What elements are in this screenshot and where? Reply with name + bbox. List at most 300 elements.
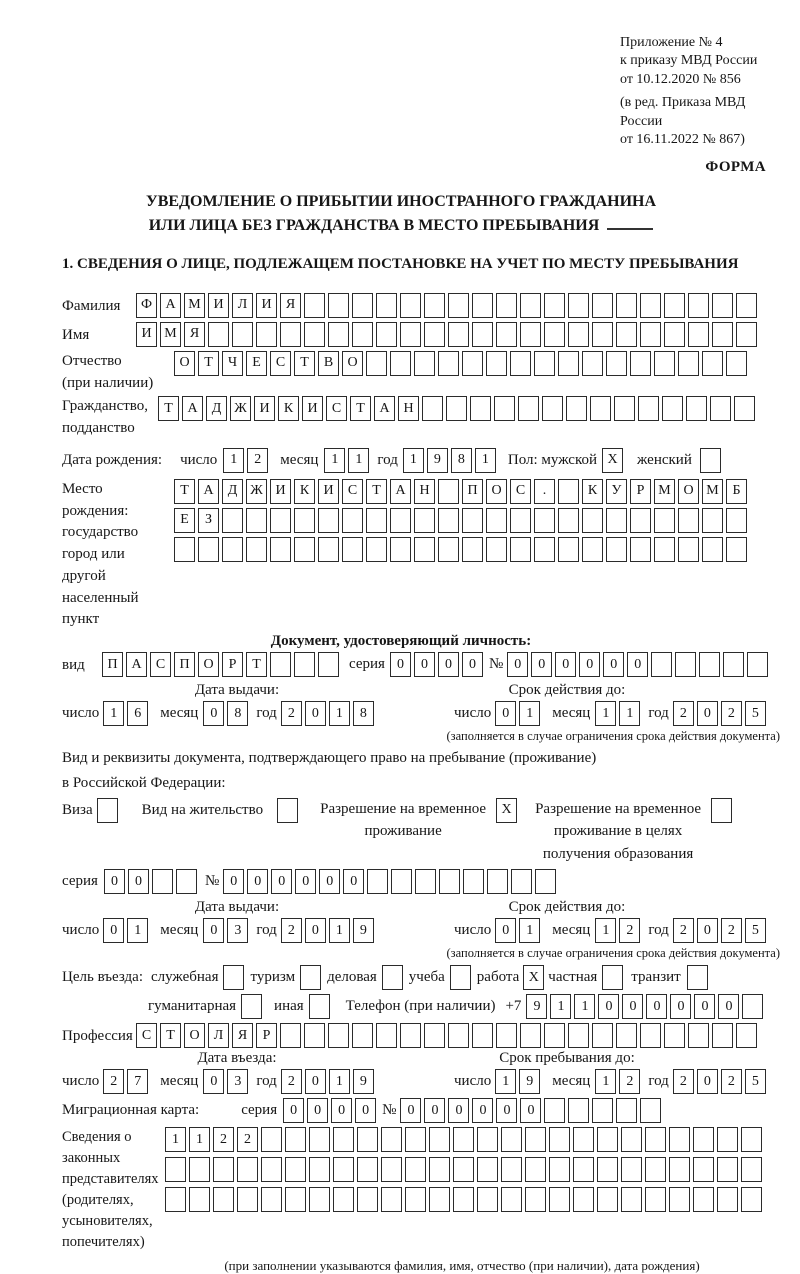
res-issue-year-boxes[interactable]	[281, 918, 374, 943]
stay-day-boxes[interactable]	[495, 1069, 540, 1094]
char-box[interactable]	[520, 1023, 541, 1048]
char-box[interactable]	[261, 1187, 282, 1212]
char-box[interactable]	[453, 1157, 474, 1182]
char-box[interactable]: 0	[462, 652, 483, 677]
char-box[interactable]	[304, 322, 325, 347]
char-box[interactable]	[97, 798, 118, 823]
char-box[interactable]	[520, 293, 541, 318]
char-box[interactable]: 0	[697, 918, 718, 943]
char-box[interactable]	[747, 652, 768, 677]
char-box[interactable]: 0	[603, 652, 624, 677]
char-box[interactable]: 0	[507, 652, 528, 677]
char-box[interactable]: 0	[495, 701, 516, 726]
char-box[interactable]	[736, 293, 757, 318]
char-box[interactable]: 0	[319, 869, 340, 894]
char-box[interactable]	[558, 537, 579, 562]
char-box[interactable]	[494, 396, 515, 421]
char-box[interactable]	[640, 1098, 661, 1123]
char-box[interactable]: А	[182, 396, 203, 421]
char-box[interactable]	[246, 508, 267, 533]
char-box[interactable]	[582, 508, 603, 533]
res-number-boxes[interactable]	[223, 869, 556, 894]
doc-issue-month-boxes[interactable]	[203, 701, 248, 726]
char-box[interactable]: 0	[718, 994, 739, 1019]
char-box[interactable]	[590, 396, 611, 421]
char-box[interactable]: Т	[160, 1023, 181, 1048]
char-box[interactable]: 1	[475, 448, 496, 473]
char-box[interactable]	[592, 293, 613, 318]
char-box[interactable]	[711, 798, 732, 823]
char-box[interactable]	[606, 508, 627, 533]
char-box[interactable]	[453, 1187, 474, 1212]
char-box[interactable]: 2	[281, 701, 302, 726]
char-box[interactable]: 9	[519, 1069, 540, 1094]
char-box[interactable]	[333, 1157, 354, 1182]
char-box[interactable]	[630, 508, 651, 533]
char-box[interactable]	[606, 351, 627, 376]
char-box[interactable]	[189, 1187, 210, 1212]
char-box[interactable]: С	[136, 1023, 157, 1048]
char-box[interactable]	[405, 1157, 426, 1182]
char-box[interactable]	[304, 1023, 325, 1048]
char-box[interactable]: 2	[721, 701, 742, 726]
purpose-other-checkbox[interactable]	[309, 994, 330, 1019]
mig-number-boxes[interactable]	[400, 1098, 661, 1123]
char-box[interactable]	[723, 652, 744, 677]
purpose-work-checkbox[interactable]	[523, 965, 544, 990]
char-box[interactable]	[501, 1157, 522, 1182]
char-box[interactable]: А	[160, 293, 181, 318]
char-box[interactable]	[741, 1157, 762, 1182]
char-box[interactable]: 0	[622, 994, 643, 1019]
char-box[interactable]	[734, 396, 755, 421]
temp-residence-checkbox[interactable]	[496, 798, 517, 823]
char-box[interactable]	[366, 351, 387, 376]
char-box[interactable]	[280, 322, 301, 347]
char-box[interactable]: 0	[414, 652, 435, 677]
char-box[interactable]	[712, 322, 733, 347]
char-box[interactable]	[742, 994, 763, 1019]
char-box[interactable]	[686, 396, 707, 421]
char-box[interactable]	[717, 1127, 738, 1152]
char-box[interactable]	[597, 1127, 618, 1152]
char-box[interactable]	[510, 537, 531, 562]
char-box[interactable]: 9	[427, 448, 448, 473]
birth-place-row2[interactable]	[174, 508, 747, 533]
profession-boxes[interactable]	[136, 1023, 757, 1048]
char-box[interactable]	[446, 396, 467, 421]
char-box[interactable]	[438, 479, 459, 504]
char-box[interactable]: 0	[697, 1069, 718, 1094]
char-box[interactable]	[453, 1127, 474, 1152]
char-box[interactable]: X	[496, 798, 517, 823]
char-box[interactable]	[717, 1157, 738, 1182]
char-box[interactable]	[333, 1127, 354, 1152]
char-box[interactable]: 1	[127, 918, 148, 943]
char-box[interactable]: 0	[305, 1069, 326, 1094]
char-box[interactable]	[309, 1187, 330, 1212]
char-box[interactable]: О	[678, 479, 699, 504]
char-box[interactable]	[510, 508, 531, 533]
char-box[interactable]	[448, 293, 469, 318]
char-box[interactable]	[213, 1157, 234, 1182]
char-box[interactable]: К	[582, 479, 603, 504]
char-box[interactable]	[270, 652, 291, 677]
char-box[interactable]: 0	[331, 1098, 352, 1123]
char-box[interactable]	[237, 1187, 258, 1212]
doc-number-boxes[interactable]	[507, 652, 768, 677]
char-box[interactable]	[544, 1098, 565, 1123]
representatives-row3[interactable]	[165, 1187, 762, 1212]
char-box[interactable]	[304, 293, 325, 318]
char-box[interactable]	[309, 1157, 330, 1182]
char-box[interactable]	[535, 869, 556, 894]
char-box[interactable]	[208, 322, 229, 347]
char-box[interactable]	[280, 1023, 301, 1048]
char-box[interactable]	[405, 1187, 426, 1212]
res-issue-month-boxes[interactable]	[203, 918, 248, 943]
char-box[interactable]	[606, 537, 627, 562]
char-box[interactable]	[678, 508, 699, 533]
char-box[interactable]	[645, 1187, 666, 1212]
char-box[interactable]	[342, 508, 363, 533]
birth-place-row3[interactable]	[174, 537, 747, 562]
char-box[interactable]	[702, 537, 723, 562]
char-box[interactable]: А	[198, 479, 219, 504]
char-box[interactable]	[462, 351, 483, 376]
char-box[interactable]: И	[136, 322, 157, 347]
char-box[interactable]: С	[326, 396, 347, 421]
res-valid-month-boxes[interactable]	[595, 918, 640, 943]
char-box[interactable]: И	[270, 479, 291, 504]
char-box[interactable]: У	[606, 479, 627, 504]
char-box[interactable]	[525, 1127, 546, 1152]
char-box[interactable]: 0	[531, 652, 552, 677]
char-box[interactable]: А	[126, 652, 147, 677]
char-box[interactable]	[702, 508, 723, 533]
char-box[interactable]	[645, 1157, 666, 1182]
char-box[interactable]: Ч	[222, 351, 243, 376]
char-box[interactable]	[270, 537, 291, 562]
char-box[interactable]	[741, 1127, 762, 1152]
char-box[interactable]: Н	[398, 396, 419, 421]
char-box[interactable]	[414, 537, 435, 562]
char-box[interactable]	[501, 1127, 522, 1152]
char-box[interactable]	[568, 1098, 589, 1123]
char-box[interactable]	[400, 293, 421, 318]
char-box[interactable]: 1	[519, 918, 540, 943]
entry-month-boxes[interactable]	[203, 1069, 248, 1094]
char-box[interactable]: 2	[619, 918, 640, 943]
char-box[interactable]	[520, 322, 541, 347]
char-box[interactable]: X	[602, 448, 623, 473]
char-box[interactable]	[367, 869, 388, 894]
birth-year-boxes[interactable]	[403, 448, 496, 473]
residence-permit-checkbox[interactable]	[277, 798, 298, 823]
entry-day-boxes[interactable]	[103, 1069, 148, 1094]
char-box[interactable]	[477, 1157, 498, 1182]
char-box[interactable]: А	[390, 479, 411, 504]
char-box[interactable]: 2	[237, 1127, 258, 1152]
char-box[interactable]: 0	[203, 1069, 224, 1094]
char-box[interactable]: 0	[400, 1098, 421, 1123]
char-box[interactable]	[294, 537, 315, 562]
char-box[interactable]	[700, 448, 721, 473]
char-box[interactable]	[376, 322, 397, 347]
char-box[interactable]	[390, 508, 411, 533]
char-box[interactable]: Е	[246, 351, 267, 376]
char-box[interactable]	[450, 965, 471, 990]
char-box[interactable]: К	[294, 479, 315, 504]
char-box[interactable]	[678, 537, 699, 562]
char-box[interactable]: 2	[721, 1069, 742, 1094]
purpose-business-checkbox[interactable]	[382, 965, 403, 990]
char-box[interactable]	[189, 1157, 210, 1182]
char-box[interactable]	[486, 351, 507, 376]
char-box[interactable]	[688, 293, 709, 318]
char-box[interactable]: 1	[223, 448, 244, 473]
char-box[interactable]: 1	[495, 1069, 516, 1094]
char-box[interactable]	[712, 293, 733, 318]
char-box[interactable]: 0	[598, 994, 619, 1019]
char-box[interactable]: 1	[348, 448, 369, 473]
char-box[interactable]: Р	[630, 479, 651, 504]
char-box[interactable]	[544, 293, 565, 318]
char-box[interactable]: С	[270, 351, 291, 376]
char-box[interactable]: 0	[305, 701, 326, 726]
char-box[interactable]: 0	[104, 869, 125, 894]
char-box[interactable]	[318, 652, 339, 677]
char-box[interactable]	[376, 1023, 397, 1048]
char-box[interactable]: Д	[222, 479, 243, 504]
char-box[interactable]: С	[510, 479, 531, 504]
char-box[interactable]: Т	[246, 652, 267, 677]
char-box[interactable]	[357, 1127, 378, 1152]
char-box[interactable]: 1	[103, 701, 124, 726]
char-box[interactable]: О	[486, 479, 507, 504]
char-box[interactable]	[496, 322, 517, 347]
char-box[interactable]	[558, 479, 579, 504]
char-box[interactable]	[736, 322, 757, 347]
char-box[interactable]	[568, 293, 589, 318]
char-box[interactable]	[309, 994, 330, 1019]
char-box[interactable]: Я	[280, 293, 301, 318]
char-box[interactable]: 9	[353, 918, 374, 943]
purpose-tourism-checkbox[interactable]	[300, 965, 321, 990]
char-box[interactable]: 5	[745, 701, 766, 726]
char-box[interactable]	[342, 537, 363, 562]
char-box[interactable]: 0	[646, 994, 667, 1019]
char-box[interactable]	[198, 537, 219, 562]
char-box[interactable]	[165, 1157, 186, 1182]
char-box[interactable]	[382, 965, 403, 990]
char-box[interactable]	[592, 1098, 613, 1123]
char-box[interactable]	[558, 351, 579, 376]
char-box[interactable]	[357, 1187, 378, 1212]
char-box[interactable]	[621, 1157, 642, 1182]
char-box[interactable]	[544, 1023, 565, 1048]
char-box[interactable]: П	[102, 652, 123, 677]
char-box[interactable]	[662, 396, 683, 421]
char-box[interactable]: 6	[127, 701, 148, 726]
char-box[interactable]	[414, 508, 435, 533]
char-box[interactable]	[518, 396, 539, 421]
char-box[interactable]: 7	[127, 1069, 148, 1094]
char-box[interactable]: 2	[103, 1069, 124, 1094]
char-box[interactable]: 1	[595, 918, 616, 943]
char-box[interactable]	[511, 869, 532, 894]
char-box[interactable]	[285, 1157, 306, 1182]
char-box[interactable]	[712, 1023, 733, 1048]
char-box[interactable]: 1	[574, 994, 595, 1019]
char-box[interactable]	[669, 1157, 690, 1182]
char-box[interactable]	[391, 869, 412, 894]
char-box[interactable]	[477, 1127, 498, 1152]
char-box[interactable]	[477, 1187, 498, 1212]
char-box[interactable]	[669, 1127, 690, 1152]
char-box[interactable]	[602, 965, 623, 990]
char-box[interactable]: 3	[227, 918, 248, 943]
char-box[interactable]	[573, 1187, 594, 1212]
char-box[interactable]	[424, 1023, 445, 1048]
char-box[interactable]	[582, 351, 603, 376]
char-box[interactable]	[741, 1187, 762, 1212]
char-box[interactable]	[664, 322, 685, 347]
char-box[interactable]: Т	[158, 396, 179, 421]
char-box[interactable]: Б	[726, 479, 747, 504]
char-box[interactable]: Н	[414, 479, 435, 504]
doc-series-boxes[interactable]	[390, 652, 483, 677]
char-box[interactable]: 0	[496, 1098, 517, 1123]
char-box[interactable]	[318, 508, 339, 533]
visa-checkbox[interactable]	[97, 798, 118, 823]
char-box[interactable]: 8	[353, 701, 374, 726]
char-box[interactable]	[472, 1023, 493, 1048]
char-box[interactable]	[376, 293, 397, 318]
char-box[interactable]: Л	[208, 1023, 229, 1048]
purpose-humanitarian-checkbox[interactable]	[241, 994, 262, 1019]
char-box[interactable]: П	[174, 652, 195, 677]
res-issue-day-boxes[interactable]	[103, 918, 148, 943]
char-box[interactable]	[568, 322, 589, 347]
char-box[interactable]	[174, 537, 195, 562]
char-box[interactable]: 1	[403, 448, 424, 473]
char-box[interactable]	[438, 351, 459, 376]
char-box[interactable]	[573, 1127, 594, 1152]
char-box[interactable]	[496, 1023, 517, 1048]
char-box[interactable]	[438, 508, 459, 533]
doc-valid-year-boxes[interactable]	[673, 701, 766, 726]
char-box[interactable]	[472, 322, 493, 347]
char-box[interactable]: 2	[247, 448, 268, 473]
char-box[interactable]	[558, 508, 579, 533]
char-box[interactable]: Т	[366, 479, 387, 504]
char-box[interactable]	[241, 994, 262, 1019]
char-box[interactable]: 0	[390, 652, 411, 677]
char-box[interactable]	[448, 1023, 469, 1048]
birth-place-row1[interactable]	[174, 479, 747, 504]
char-box[interactable]	[616, 293, 637, 318]
res-valid-year-boxes[interactable]	[673, 918, 766, 943]
char-box[interactable]: 1	[329, 918, 350, 943]
char-box[interactable]: О	[198, 652, 219, 677]
char-box[interactable]	[256, 322, 277, 347]
char-box[interactable]	[429, 1127, 450, 1152]
char-box[interactable]: М	[702, 479, 723, 504]
char-box[interactable]: И	[318, 479, 339, 504]
char-box[interactable]: И	[254, 396, 275, 421]
char-box[interactable]	[630, 537, 651, 562]
char-box[interactable]: К	[278, 396, 299, 421]
char-box[interactable]	[261, 1127, 282, 1152]
char-box[interactable]: 1	[329, 1069, 350, 1094]
char-box[interactable]: Т	[198, 351, 219, 376]
char-box[interactable]	[534, 351, 555, 376]
char-box[interactable]	[496, 293, 517, 318]
char-box[interactable]	[223, 965, 244, 990]
char-box[interactable]	[693, 1127, 714, 1152]
char-box[interactable]	[352, 293, 373, 318]
char-box[interactable]	[597, 1157, 618, 1182]
char-box[interactable]	[439, 869, 460, 894]
char-box[interactable]: Т	[174, 479, 195, 504]
char-box[interactable]: 1	[329, 701, 350, 726]
mig-series-boxes[interactable]	[283, 1098, 376, 1123]
char-box[interactable]: 0	[271, 869, 292, 894]
char-box[interactable]	[573, 1157, 594, 1182]
char-box[interactable]: 2	[213, 1127, 234, 1152]
doc-valid-day-boxes[interactable]	[495, 701, 540, 726]
char-box[interactable]	[222, 508, 243, 533]
char-box[interactable]: 2	[619, 1069, 640, 1094]
phone-boxes[interactable]	[526, 994, 763, 1019]
char-box[interactable]	[630, 351, 651, 376]
char-box[interactable]	[424, 322, 445, 347]
doc-issue-day-boxes[interactable]	[103, 701, 148, 726]
char-box[interactable]	[438, 537, 459, 562]
char-box[interactable]	[486, 537, 507, 562]
char-box[interactable]	[165, 1187, 186, 1212]
res-valid-day-boxes[interactable]	[495, 918, 540, 943]
res-series-boxes[interactable]	[104, 869, 197, 894]
char-box[interactable]: 0	[495, 918, 516, 943]
char-box[interactable]	[675, 652, 696, 677]
char-box[interactable]: З	[198, 508, 219, 533]
char-box[interactable]: 0	[203, 918, 224, 943]
char-box[interactable]	[592, 1023, 613, 1048]
char-box[interactable]	[429, 1187, 450, 1212]
surname-boxes[interactable]	[136, 293, 757, 318]
char-box[interactable]	[664, 293, 685, 318]
char-box[interactable]	[534, 508, 555, 533]
char-box[interactable]	[294, 508, 315, 533]
char-box[interactable]: 0	[295, 869, 316, 894]
char-box[interactable]: Ж	[230, 396, 251, 421]
char-box[interactable]	[328, 1023, 349, 1048]
char-box[interactable]: 1	[519, 701, 540, 726]
char-box[interactable]	[415, 869, 436, 894]
char-box[interactable]: А	[374, 396, 395, 421]
char-box[interactable]	[510, 351, 531, 376]
char-box[interactable]	[699, 652, 720, 677]
char-box[interactable]	[525, 1157, 546, 1182]
char-box[interactable]	[152, 869, 173, 894]
char-box[interactable]: 0	[283, 1098, 304, 1123]
char-box[interactable]: Я	[184, 322, 205, 347]
char-box[interactable]: .	[534, 479, 555, 504]
char-box[interactable]: 0	[694, 994, 715, 1019]
char-box[interactable]: 1	[189, 1127, 210, 1152]
